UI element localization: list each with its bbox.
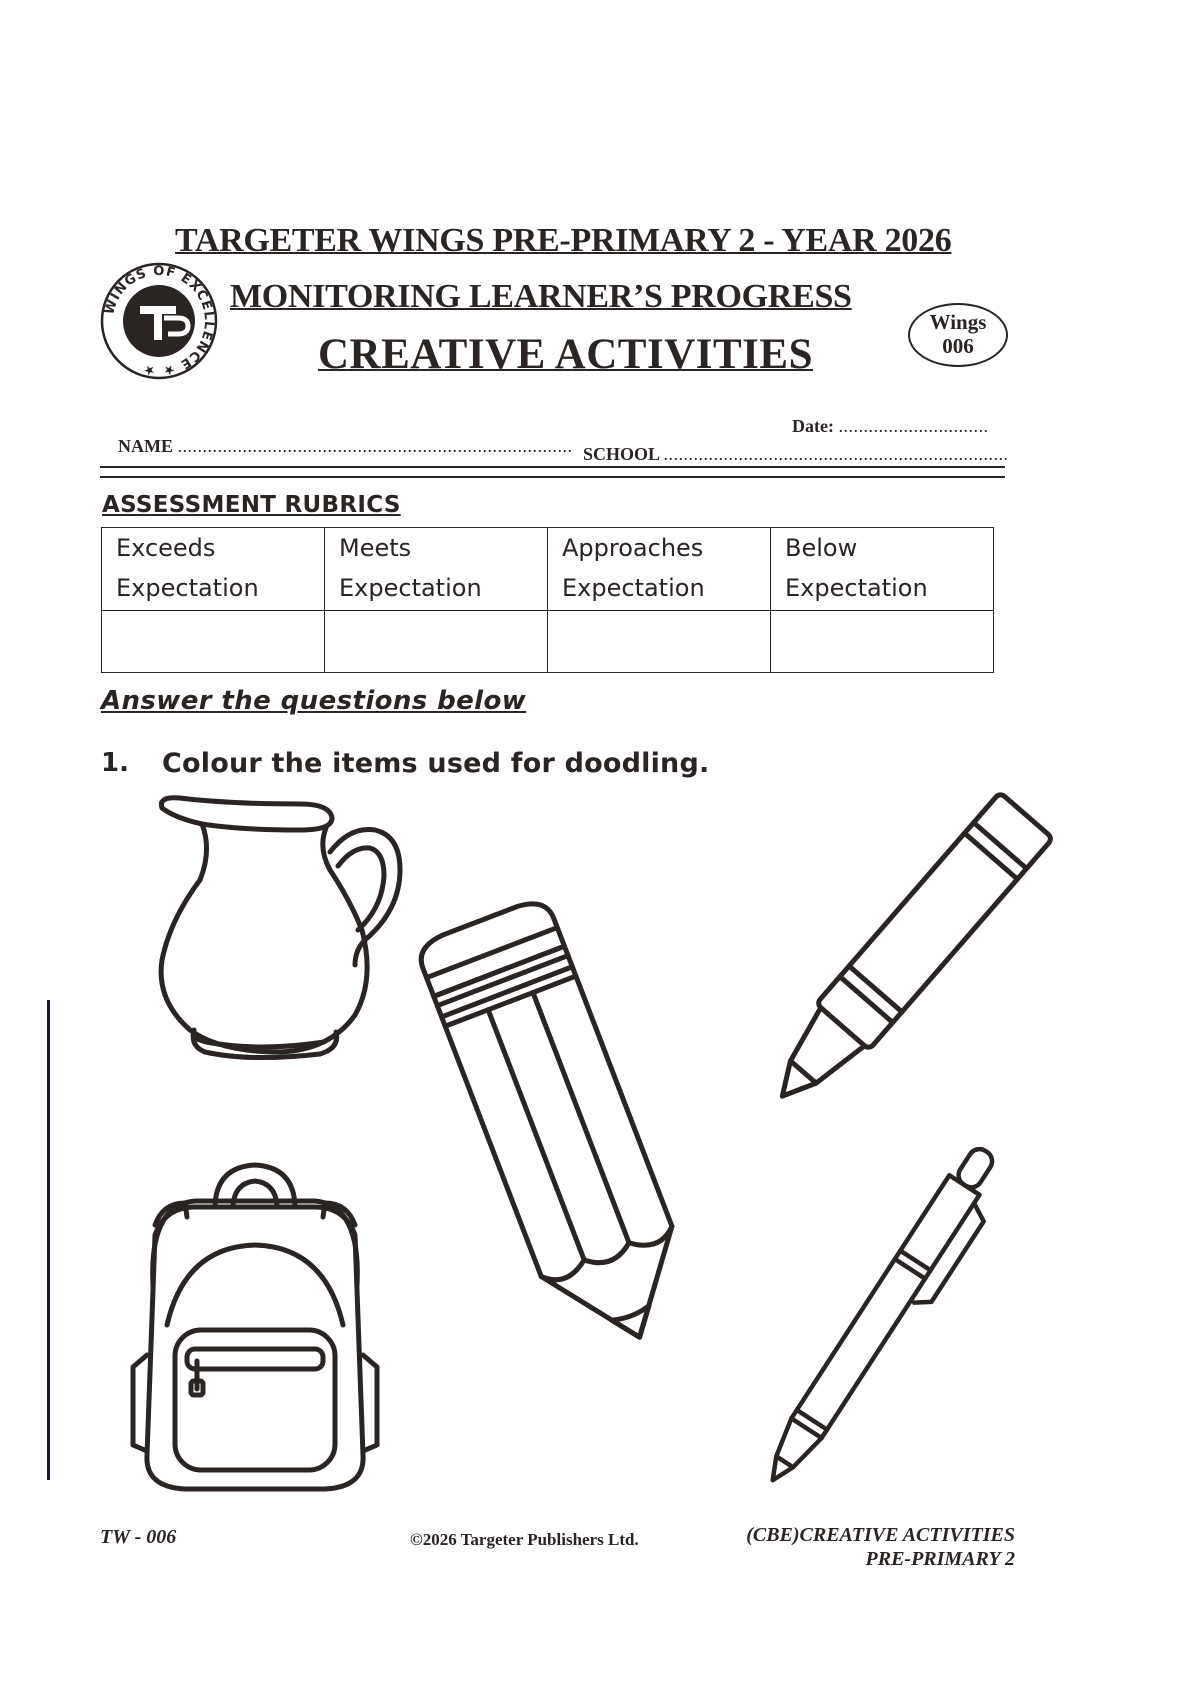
jug-item[interactable] bbox=[150, 790, 410, 1090]
wings-badge bbox=[908, 303, 1008, 367]
rubric-label: Below bbox=[785, 534, 858, 562]
instruction-heading: Answer the questions below bbox=[101, 686, 527, 716]
logo-seal-icon bbox=[100, 262, 218, 380]
footer-subject: (CBE)CREATIVE ACTIVITIES bbox=[746, 1524, 1015, 1546]
rubric-table bbox=[101, 527, 994, 673]
footer-copyright: ©2026 Targeter Publishers Ltd. bbox=[410, 1530, 639, 1549]
rubric-label: Expectation bbox=[562, 574, 705, 602]
backpack-icon bbox=[125, 1155, 395, 1500]
badge-label: Wings bbox=[929, 310, 987, 334]
badge-number: 006 bbox=[942, 334, 974, 358]
table-row bbox=[102, 528, 994, 611]
footer-grade: PRE-PRIMARY 2 bbox=[865, 1548, 1015, 1570]
rubric-header-approaches bbox=[548, 528, 771, 611]
rubric-label: Expectation bbox=[116, 574, 259, 602]
title-line-1: TARGETER WINGS PRE-PRIMARY 2 - YEAR 2026 bbox=[175, 222, 952, 259]
question-number: 1. bbox=[101, 748, 129, 778]
title-line-2: MONITORING LEARNER’S PROGRESS bbox=[230, 278, 852, 315]
question-text: Colour the items used for doodling. bbox=[162, 748, 710, 779]
name-field[interactable]: NAME ............................................................................... bbox=[118, 436, 573, 456]
rubric-cell-below[interactable] bbox=[771, 610, 994, 672]
table-row bbox=[102, 610, 994, 672]
rubric-cell-approaches[interactable] bbox=[548, 610, 771, 672]
page-title: CREATIVE ACTIVITIES bbox=[318, 331, 813, 378]
pencil-item[interactable] bbox=[440, 900, 680, 1360]
footer-code: TW - 006 bbox=[100, 1526, 177, 1548]
school-label: SCHOOL bbox=[583, 444, 660, 464]
divider bbox=[100, 466, 1005, 468]
date-field[interactable]: Date: .............................. bbox=[792, 416, 989, 436]
rubric-header-exceeds bbox=[102, 528, 325, 611]
rubric-header-below bbox=[771, 528, 994, 611]
rubric-header-meets bbox=[325, 528, 548, 611]
pen-icon bbox=[770, 1140, 990, 1490]
rubric-label: Meets bbox=[339, 534, 412, 562]
crayon-icon bbox=[770, 790, 1040, 1120]
rubric-cell-exceeds[interactable] bbox=[102, 610, 325, 672]
date-label: Date: bbox=[792, 416, 834, 436]
school-field[interactable]: SCHOOL ..................................................................... bbox=[583, 444, 1009, 464]
scan-edge bbox=[47, 1000, 50, 1480]
pencil-icon bbox=[440, 900, 680, 1360]
rubric-label: Approaches bbox=[562, 534, 704, 562]
crayon-item[interactable] bbox=[770, 790, 1040, 1120]
rubric-label: Expectation bbox=[339, 574, 482, 602]
pen-item[interactable] bbox=[770, 1140, 990, 1490]
rubric-label: Expectation bbox=[785, 574, 928, 602]
publisher-logo bbox=[100, 262, 218, 380]
backpack-item[interactable] bbox=[125, 1155, 395, 1500]
jug-icon bbox=[150, 790, 410, 1090]
svg-text:WINGS OF EXCELLENCE ★ ★: WINGS OF EXCELLENCE ★ ★ bbox=[102, 263, 217, 379]
rubric-cell-meets[interactable] bbox=[325, 610, 548, 672]
name-label: NAME bbox=[118, 436, 173, 456]
rubric-label: Exceeds bbox=[116, 534, 216, 562]
divider bbox=[100, 476, 1005, 478]
rubrics-heading: ASSESSMENT RUBRICS bbox=[102, 492, 401, 518]
